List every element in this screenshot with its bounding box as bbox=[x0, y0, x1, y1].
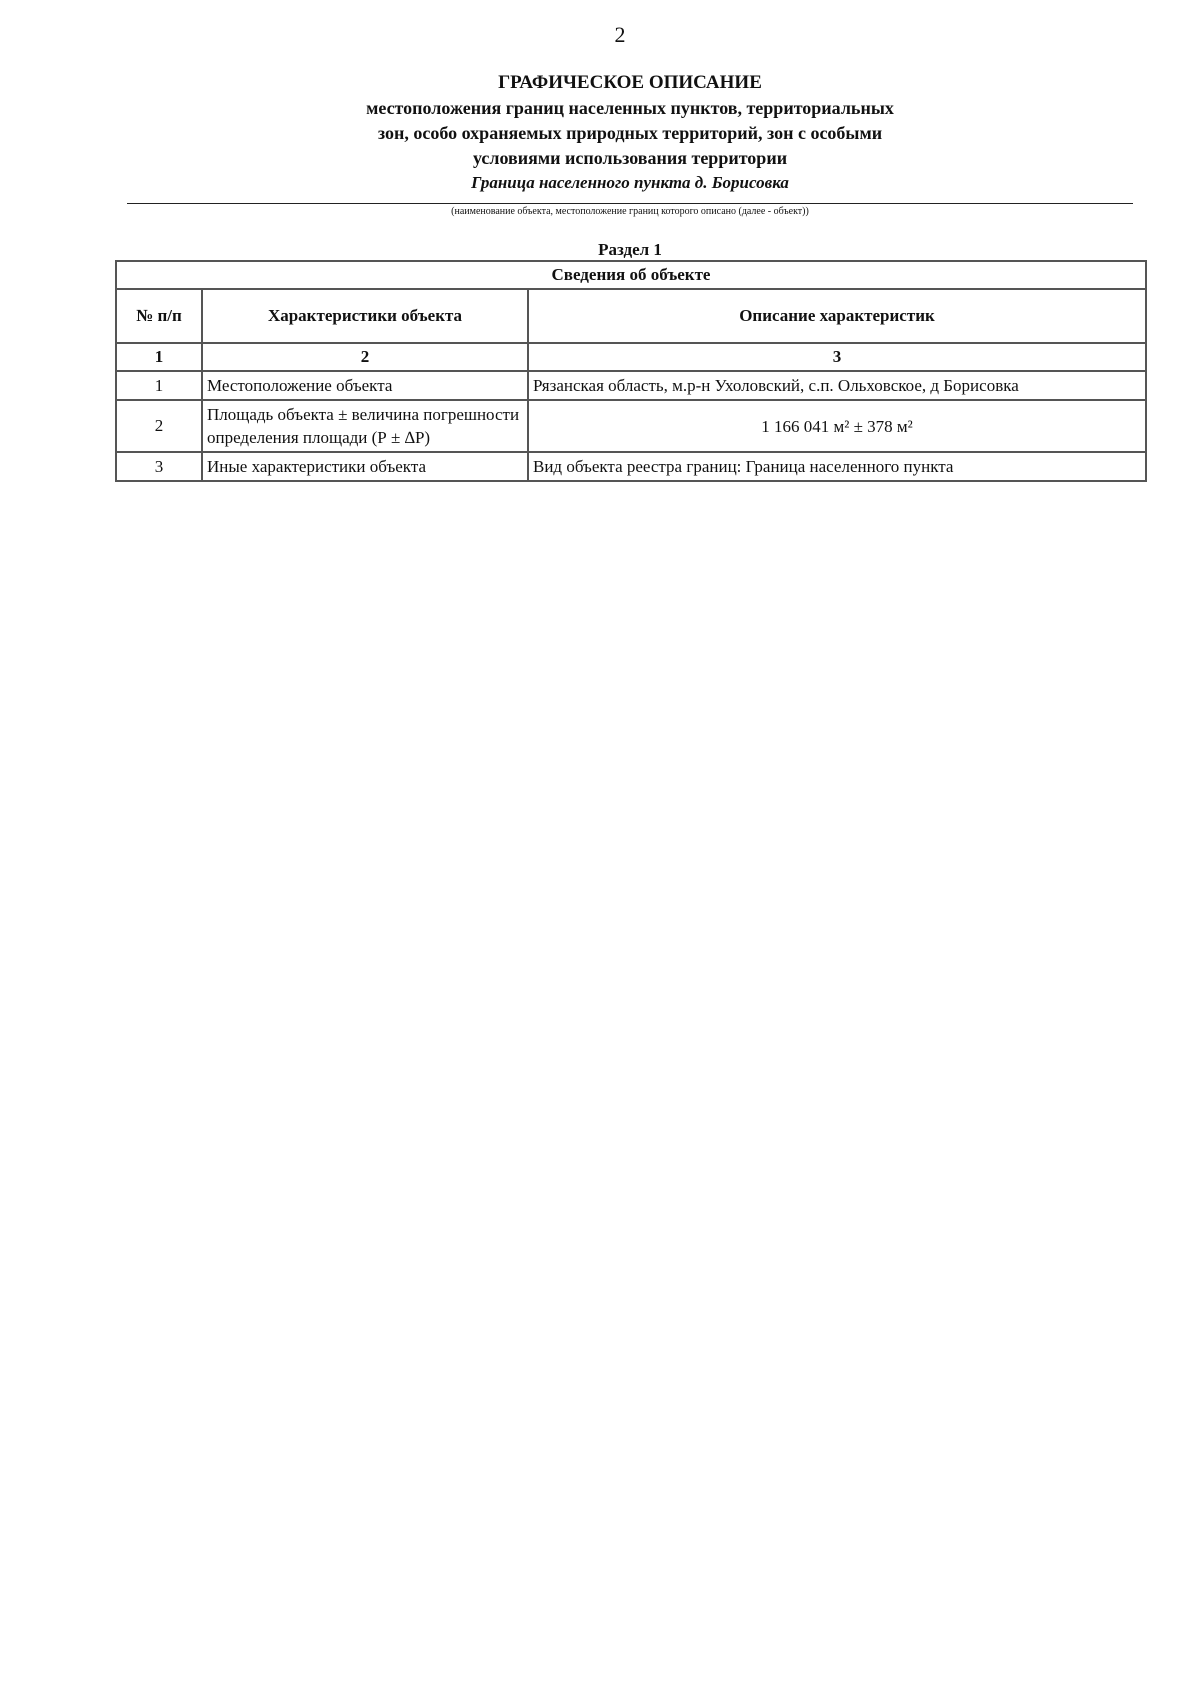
document-subtitle-line-1: местоположения границ населенных пунктов, территориальных bbox=[366, 98, 894, 118]
row-description: Рязанская область, м.р-н Ухоловский, с.п. Ольховское, д Борисовка bbox=[528, 371, 1146, 400]
table-row bbox=[116, 452, 1146, 481]
row-characteristic: Местоположение объекта bbox=[202, 371, 528, 400]
row-description: Вид объекта реестра границ: Граница населенного пункта bbox=[528, 452, 1146, 481]
column-index-2: 2 bbox=[202, 343, 528, 371]
row-characteristic: Иные характеристики объекта bbox=[202, 452, 528, 481]
column-index-row bbox=[116, 343, 1146, 371]
document-subtitle-line-3: условиями использования территории bbox=[472, 148, 788, 168]
document-subtitle-line-2: зон, особо охраняемых природных территорий, зон с особыми bbox=[377, 123, 883, 143]
table-caption: Сведения об объекте bbox=[116, 261, 1146, 289]
row-description: 1 166 041 м² ± 378 м² bbox=[528, 400, 1146, 452]
column-index-1: 1 bbox=[116, 343, 202, 371]
document-heading bbox=[120, 70, 1140, 194]
table-row bbox=[116, 371, 1146, 400]
object-info-table bbox=[115, 260, 1147, 482]
document-title: ГРАФИЧЕСКОЕ ОПИСАНИЕ bbox=[498, 72, 762, 93]
column-header-description: Описание характеристик bbox=[528, 289, 1146, 343]
table-caption-row bbox=[116, 261, 1146, 289]
object-name-caption: (наименование объекта, местоположение границ которого описано (далее - объект)) bbox=[451, 206, 809, 217]
column-index-3: 3 bbox=[528, 343, 1146, 371]
object-name-underline bbox=[127, 203, 1133, 204]
row-characteristic: Площадь объекта ± величина погрешности определения площади (Р ± ∆Р) bbox=[202, 400, 528, 452]
row-num: 2 bbox=[116, 400, 202, 452]
table-row bbox=[116, 400, 1146, 452]
column-header-characteristic: Характеристики объекта bbox=[202, 289, 528, 343]
table-header-row bbox=[116, 289, 1146, 343]
section-label: Раздел 1 bbox=[598, 240, 662, 259]
row-num: 1 bbox=[116, 371, 202, 400]
object-name: Граница населенного пункта д. Борисовка bbox=[471, 173, 789, 192]
column-header-num: № п/п bbox=[116, 289, 202, 343]
page-number: 2 bbox=[614, 22, 626, 47]
row-num: 3 bbox=[116, 452, 202, 481]
